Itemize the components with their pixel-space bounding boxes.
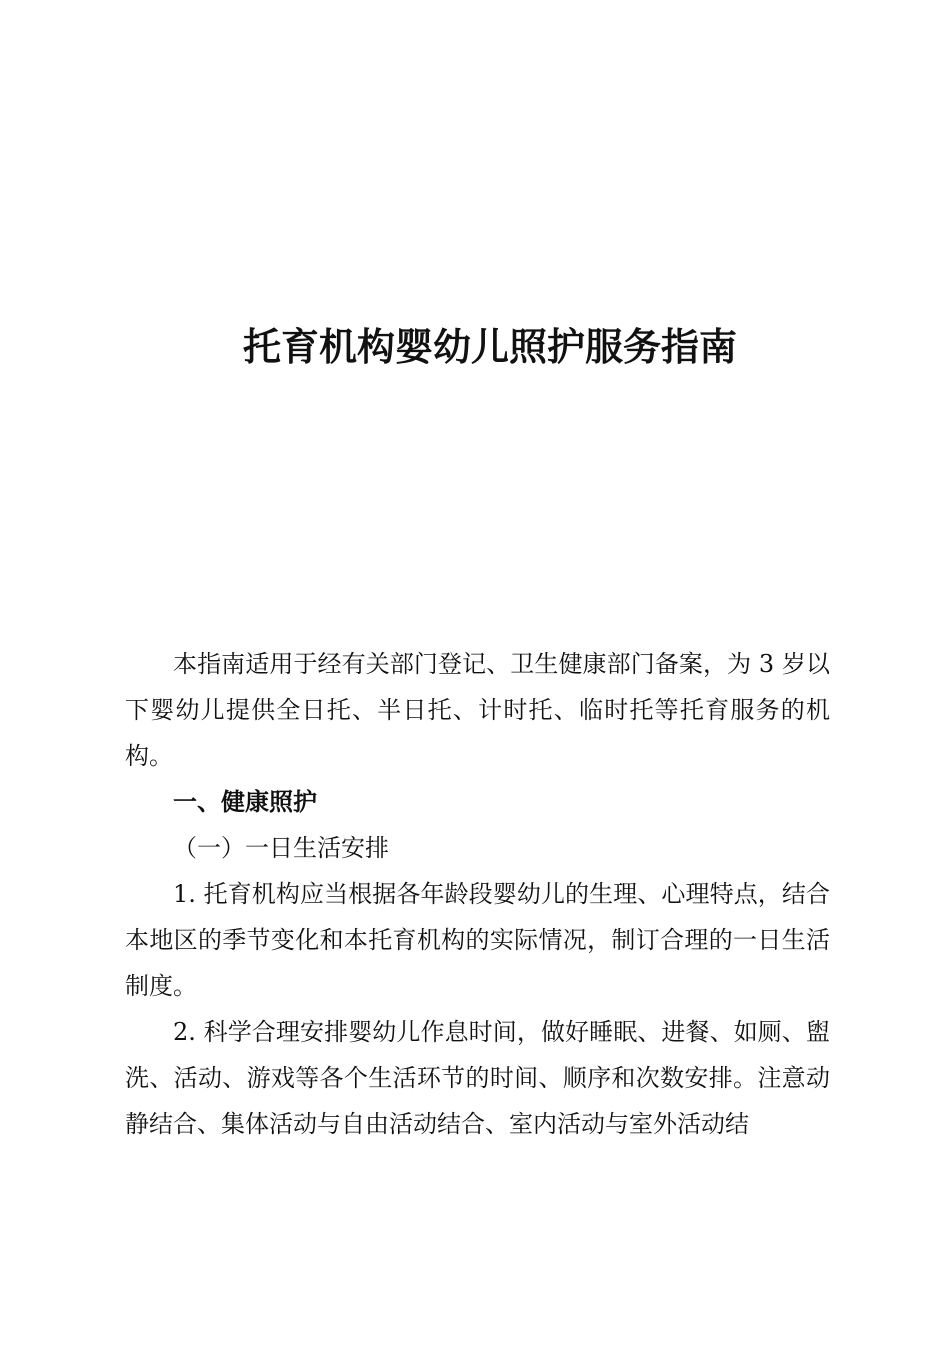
paragraph-item-1: 1. 托育机构应当根据各年龄段婴幼儿的生理、心理特点，结合本地区的季节变化和本托育机构的实际情况，制订合理的一日生活制度。	[125, 880, 830, 1000]
intro-paragraph: 本指南适用于经有关部门登记、卫生健康部门备案，为 3 岁以下婴幼儿提供全日托、半日托、计时托、临时托等托育服务的机构。	[125, 650, 830, 770]
subsection-heading-daily-schedule: （一）一日生活安排	[173, 834, 389, 862]
document-title: 托育机构婴幼儿照护服务指南	[242, 325, 737, 369]
section-heading-health-care: 一、健康照护	[173, 788, 317, 816]
paragraph-item-2: 2. 科学合理安排婴幼儿作息时间，做好睡眠、进餐、如厕、盥洗、活动、游戏等各个生活环节的时间、顺序和次数安排。注意动静结合、集体活动与自由活动结合、室内活动与室外活动结	[125, 1018, 830, 1138]
document-body	[125, 641, 830, 1147]
